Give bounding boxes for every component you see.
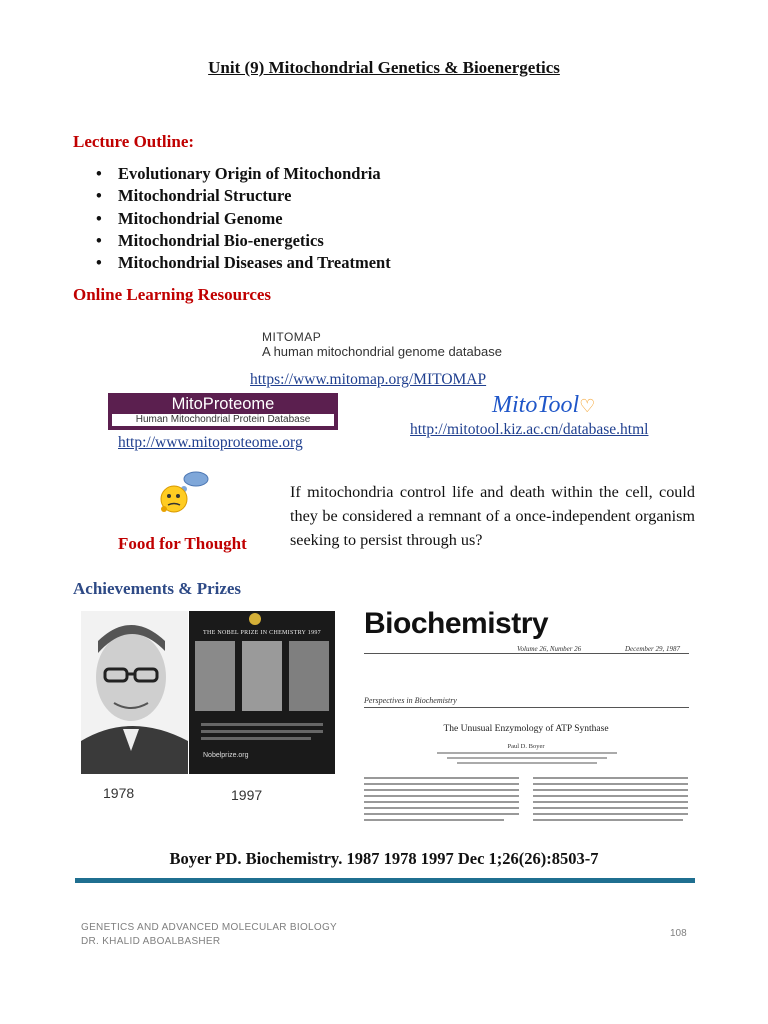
thinking-face-icon: [158, 469, 210, 515]
mitoproteome-logo: [108, 393, 338, 430]
mitotool-logo-text: MitoTool: [492, 392, 580, 418]
mitomap-logo-subtitle: A human mitochondrial genome database: [262, 344, 502, 359]
laureate-photo: [242, 641, 282, 711]
article-body-placeholder: [357, 605, 695, 829]
mitotool-logo: [492, 392, 595, 419]
journal-article-title: The Unusual Enzymology of ATP Synthase: [443, 724, 609, 734]
lecture-outline-heading: Lecture Outline:: [73, 132, 195, 151]
caption-line: [201, 730, 323, 733]
food-for-thought-text: If mitochondria control life and death within the cell, could they be considered a remnant of a once-independent organism seeking to persist through us?: [290, 483, 695, 549]
food-for-thought-label: Food for Thought: [118, 534, 247, 553]
year-label: 1997: [231, 787, 263, 803]
journal-article-image: [357, 605, 695, 829]
nobel-banner: THE NOBEL PRIZE IN CHEMISTRY 1997: [203, 630, 321, 636]
footer-author: DR. KHALID ABOALBASHER: [81, 936, 221, 947]
online-resources-heading: Online Learning Resources: [73, 285, 272, 304]
achievements-heading: Achievements & Prizes: [73, 579, 242, 598]
lecture-outline-list: [96, 163, 391, 274]
laureate-photo: [289, 641, 329, 711]
page-number: 108: [670, 928, 687, 939]
page-title: Unit (9) Mitochondrial Genetics & Bioenergetics: [208, 58, 560, 77]
journal-section: Perspectives in Biochemistry: [364, 696, 457, 705]
journal-name: Biochemistry: [364, 607, 549, 640]
journal-issue: Volume 26, Number 26: [517, 645, 582, 653]
nobel-panel: [189, 611, 335, 774]
outline-item: • Evolutionary Origin of Mitochondria: [96, 163, 391, 185]
outline-item: • Mitochondrial Bio-energetics: [96, 230, 391, 252]
year-label: 1978: [103, 785, 135, 801]
footer-course: GENETICS AND ADVANCED MOLECULAR BIOLOGY: [81, 922, 338, 933]
outline-item: • Mitochondrial Structure: [96, 185, 391, 207]
journal-author: Paul D. Boyer: [507, 743, 545, 750]
mitomap-logo-title: MITOMAP: [262, 330, 322, 344]
footer-divider: [75, 878, 695, 883]
citation: Boyer PD. Biochemistry. 1987 1978 1997 Dec 1;26(26):8503-7: [169, 849, 599, 868]
caption-line: [201, 723, 323, 726]
nobel-medal-icon: [249, 613, 261, 625]
outline-item: • Mitochondrial Diseases and Treatment: [96, 252, 391, 274]
outline-item: • Mitochondrial Genome: [96, 208, 391, 230]
mitoproteome-logo-title: MitoProteome: [171, 395, 275, 413]
journal-date: December 29, 1987: [625, 645, 681, 653]
lightbulb-icon: ♡: [579, 396, 596, 416]
mitomap-logo: [262, 330, 502, 359]
footer-text: [81, 921, 337, 949]
mitomap-link[interactable]: https://www.mitomap.org/MITOMAP: [250, 371, 487, 388]
mitoproteome-link[interactable]: http://www.mitoproteome.org: [118, 434, 303, 451]
mitoproteome-logo-subtitle: Human Mitochondrial Protein Database: [112, 414, 334, 426]
portrait-photo: [81, 611, 188, 774]
caption-line: [201, 737, 311, 740]
nobel-site-label: Nobelprize.org: [203, 752, 249, 759]
laureate-photo: [195, 641, 235, 711]
nobel-prize-image: [81, 611, 335, 807]
mitotool-link[interactable]: http://mitotool.kiz.ac.cn/database.html: [410, 421, 649, 438]
